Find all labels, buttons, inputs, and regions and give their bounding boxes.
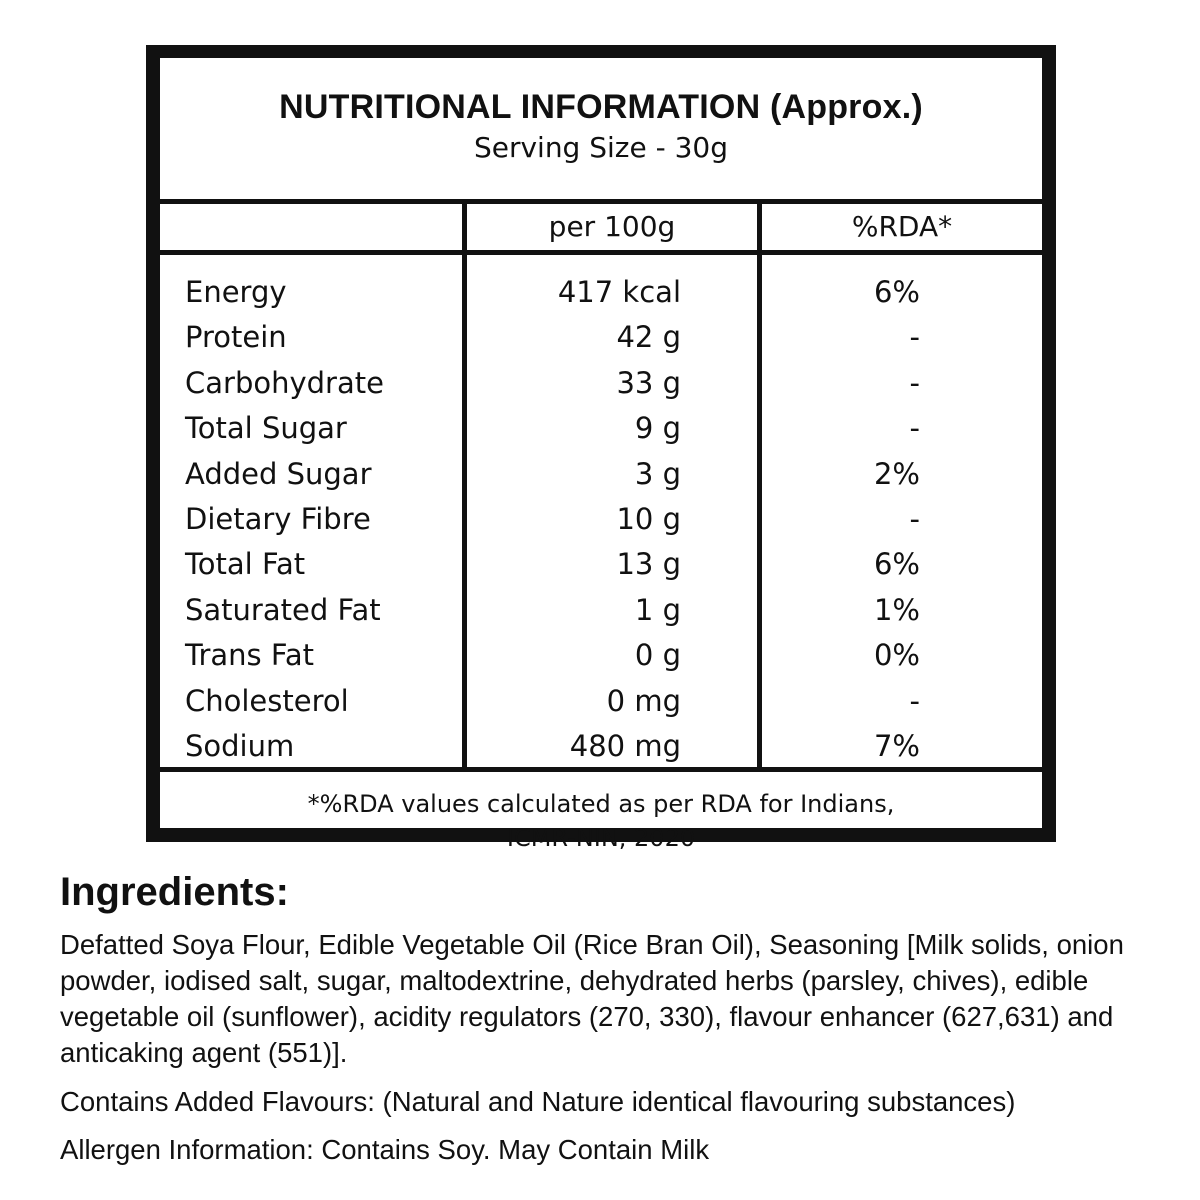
footnote-line-2: ICMR-NIN, 2020 bbox=[506, 824, 696, 852]
rda-column bbox=[762, 255, 1042, 767]
per-100g-column bbox=[467, 255, 757, 767]
nutrient-value: 42 g bbox=[616, 320, 681, 355]
table-title: NUTRITIONAL INFORMATION (Approx.) bbox=[279, 88, 923, 126]
ingredients-list: Defatted Soya Flour, Edible Vegetable Oil (Rice Bran Oil), Seasoning [Milk solids, onion powder, iodised salt, sugar, maltodextrine, dehydrated herbs (parsley, chives), edible vegetable oil (sunflower), acidity regulators (270, 330), flavour enhancer (627,631) and anticaking agent (551)]. bbox=[60, 929, 1124, 1068]
nutrient-rda: - bbox=[909, 501, 920, 536]
column-header-nutrient bbox=[160, 204, 462, 250]
allergen-information: Allergen Information: Contains Soy. May Contain Milk bbox=[60, 1134, 710, 1165]
nutrient-value: 9 g bbox=[634, 411, 681, 446]
nutrient-value: 0 g bbox=[634, 638, 681, 673]
nutrient-name: Dietary Fibre bbox=[185, 501, 371, 536]
nutrition-table bbox=[146, 45, 1056, 852]
nutrient-value: 417 kcal bbox=[557, 275, 681, 309]
nutrient-rda: 6% bbox=[873, 547, 920, 582]
nutrient-rda: - bbox=[909, 411, 920, 446]
nutrient-rda: - bbox=[909, 365, 920, 400]
nutrient-name: Saturated Fat bbox=[185, 592, 381, 627]
nutrient-rda: 0% bbox=[873, 638, 920, 673]
nutrient-name: Trans Fat bbox=[185, 638, 315, 673]
nutrient-name: Total Sugar bbox=[185, 411, 347, 446]
table-header bbox=[160, 58, 1042, 199]
nutrient-name-column bbox=[160, 255, 462, 767]
nutrient-value: 10 g bbox=[616, 501, 681, 536]
column-header-rda: %RDA* bbox=[762, 204, 1042, 250]
nutrient-value: 13 g bbox=[616, 547, 681, 582]
nutrient-value: 1 g bbox=[634, 592, 681, 627]
nutrient-rda: 2% bbox=[873, 456, 920, 491]
footnote-line-1: *%RDA values calculated as per RDA for Indians, bbox=[307, 790, 895, 818]
nutrient-value: 3 g bbox=[634, 456, 681, 491]
nutrient-value: 0 mg bbox=[606, 683, 681, 718]
nutrient-name: Total Fat bbox=[185, 547, 306, 582]
serving-size: Serving Size - 30g bbox=[473, 131, 729, 164]
nutrient-name: Added Sugar bbox=[185, 456, 372, 491]
nutrient-rda: - bbox=[909, 683, 920, 718]
nutrient-value: 480 mg bbox=[569, 728, 681, 763]
column-header-per-100g: per 100g bbox=[467, 204, 757, 250]
nutrient-name: Cholesterol bbox=[185, 683, 349, 718]
nutrient-rda: - bbox=[909, 320, 920, 355]
nutrient-name: Energy bbox=[185, 275, 287, 309]
added-flavours-note: Contains Added Flavours: (Natural and Nature identical flavouring substances) bbox=[60, 1086, 1016, 1117]
ingredients-heading: Ingredients: bbox=[60, 870, 289, 914]
nutrient-rda: 7% bbox=[873, 728, 920, 763]
rda-footnote bbox=[160, 772, 1042, 852]
nutrient-rda: 6% bbox=[873, 275, 920, 309]
nutrient-name: Carbohydrate bbox=[185, 365, 384, 400]
nutrient-rda: 1% bbox=[873, 592, 920, 627]
nutrient-name: Sodium bbox=[185, 728, 295, 763]
nutrient-value: 33 g bbox=[616, 365, 681, 400]
nutrient-name: Protein bbox=[185, 320, 287, 355]
